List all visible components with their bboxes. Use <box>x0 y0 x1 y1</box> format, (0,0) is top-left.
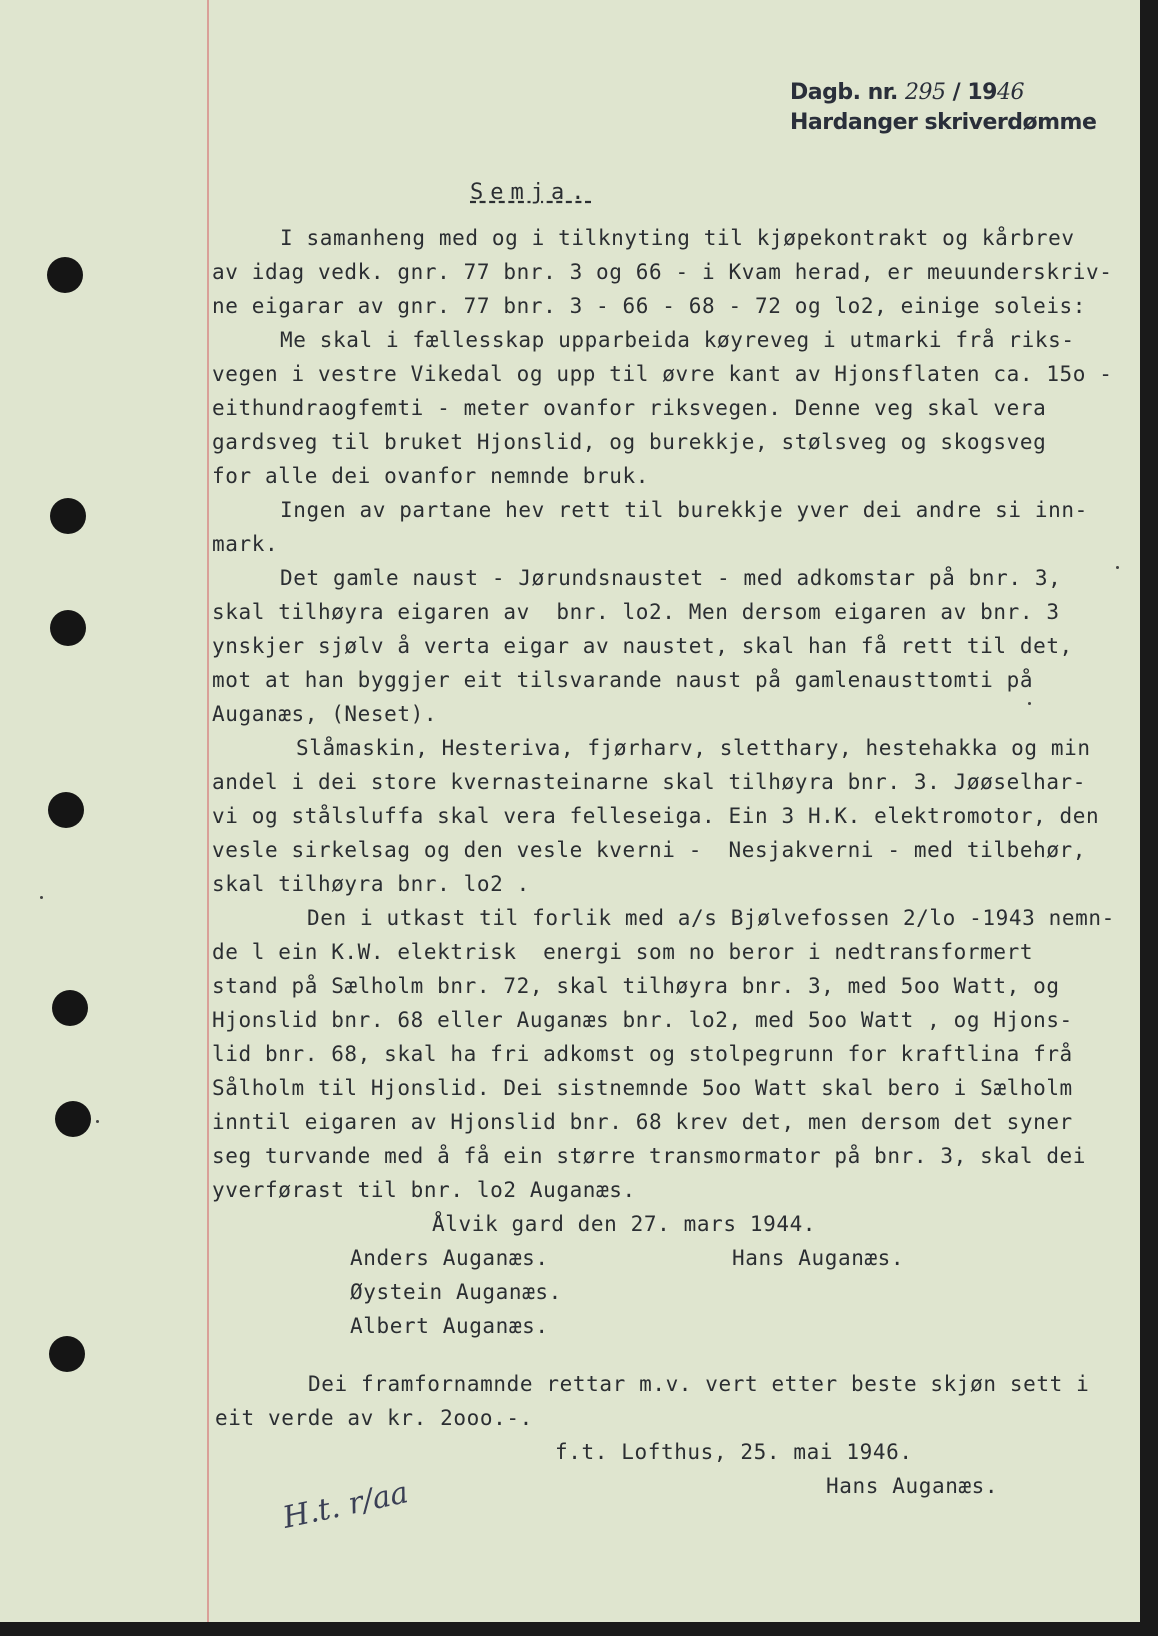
punch-hole <box>49 1336 85 1372</box>
text-line: Den i utkast til forlik med a/s Bjølvefossen 2/lo -1943 nemn- <box>307 906 1115 930</box>
punch-hole <box>55 1101 91 1137</box>
text-line: Slåmaskin, Hesteriva, fjørharv, sletthary, hestehakka og min <box>296 736 1091 760</box>
text-line: gardsveg til bruket Hjonslid, og burekkje, stølsveg og skogsveg <box>212 430 1047 454</box>
text-line: Me skal i fællesskap upparbeida køyreveg i utmarki frå riks- <box>280 328 1075 352</box>
stamp-line-1 <box>790 78 1096 108</box>
text-line: vi og stålsluffa skal vera felleseiga. Ein 3 H.K. elektromotor, den <box>212 804 1100 828</box>
speck <box>1116 566 1119 569</box>
text-line: Dei framfornamnde rettar m.v. vert etter beste skjøn sett i <box>308 1372 1090 1396</box>
text-line: skal tilhøyra eigaren av bnr. lo2. Men dersom eigaren av bnr. 3 <box>212 600 1060 624</box>
text-line: mark. <box>212 532 279 556</box>
text-line: yverførast til bnr. lo2 Auganæs. <box>212 1178 636 1202</box>
punch-hole <box>50 610 86 646</box>
text-line: Hjonslid bnr. 68 eller Auganæs bnr. lo2, med 5oo Watt , og Hjons- <box>212 1008 1073 1032</box>
signature-name: Hans Auganæs. <box>826 1474 999 1498</box>
registry-stamp <box>790 78 1096 138</box>
text-line: stand på Sælholm bnr. 72, skal tilhøyra bnr. 3, med 5oo Watt, og <box>212 974 1060 998</box>
text-line: eit verde av kr. 2ooo.-. <box>215 1406 533 1430</box>
signature-name: Hans Auganæs. <box>732 1246 905 1270</box>
stamp-line-2: Hardanger skriverdømme <box>790 110 1097 135</box>
document-title: Semja. <box>470 180 592 205</box>
place-date-line: f.t. Lofthus, 25. mai 1946. <box>555 1440 913 1464</box>
margin-rule <box>207 0 209 1622</box>
text-line: vegen i vestre Vikedal og upp til øvre kant av Hjonsflaten ca. 15o - <box>212 362 1113 386</box>
speck <box>1028 702 1031 705</box>
speck <box>40 896 43 899</box>
stamp-prefix: Dagb. nr. <box>790 80 906 105</box>
stamp-number: 295 <box>905 80 946 105</box>
punch-hole <box>48 792 84 828</box>
stamp-year: 46 <box>996 80 1024 105</box>
signature-name: Albert Auganæs. <box>350 1314 549 1338</box>
text-line: Auganæs, (Neset). <box>212 702 438 726</box>
text-line: skal tilhøyra bnr. lo2 . <box>212 872 530 896</box>
text-line: Ingen av partane hev rett til burekkje yver dei andre si inn- <box>280 498 1088 522</box>
handwritten-initials: H.t. r/aa <box>279 1475 412 1536</box>
text-line: I samanheng med og i tilknyting til kjøpekontrakt og kårbrev <box>280 226 1075 250</box>
punch-hole <box>47 257 83 293</box>
text-line: ynskjer sjølv å verta eigar av naustet, skal han få rett til det, <box>212 634 1073 658</box>
text-line: av idag vedk. gnr. 77 bnr. 3 og 66 - i Kvam herad, er meuunderskriv- <box>212 260 1113 284</box>
signature-name: Øystein Auganæs. <box>350 1280 562 1304</box>
text-line: mot at han byggjer eit tilsvarande naust på gamlenausttomti på <box>212 668 1034 692</box>
text-line: for alle dei ovanfor nemnde bruk. <box>212 464 650 488</box>
text-line: seg turvande med å få ein større transmormator på bnr. 3, skal dei <box>212 1144 1087 1168</box>
punch-hole <box>52 990 88 1026</box>
text-line: vesle sirkelsag og den vesle kverni - Nesjakverni - med tilbehør, <box>212 838 1087 862</box>
text-line: andel i dei store kvernasteinarne skal tilhøyra bnr. 3. Jøøselhar- <box>212 770 1087 794</box>
signature-name: Anders Auganæs. <box>350 1246 549 1270</box>
text-line: ne eigarar av gnr. 77 bnr. 3 - 66 - 68 - 72 og lo2, einige soleis: <box>212 294 1087 318</box>
text-line: de l ein K.W. elektrisk energi som no beror i nedtransformert <box>212 940 1034 964</box>
stamp-separator: / 19 <box>945 80 997 105</box>
punch-hole <box>50 498 86 534</box>
text-line: Det gamle naust - Jørundsnaustet - med adkomstar på bnr. 3, <box>280 566 1062 590</box>
text-line: lid bnr. 68, skal ha fri adkomst og stolpegrunn for kraftlina frå <box>212 1042 1073 1066</box>
text-line: Sålholm til Hjonslid. Dei sistnemnde 5oo Watt skal bero i Sælholm <box>212 1076 1073 1100</box>
date-line: Ålvik gard den 27. mars 1944. <box>432 1212 817 1236</box>
text-line: eithundraogfemti - meter ovanfor riksvegen. Denne veg skal vera <box>212 396 1047 420</box>
speck <box>96 1120 99 1123</box>
text-line: inntil eigaren av Hjonslid bnr. 68 krev det, men dersom det syner <box>212 1110 1073 1134</box>
